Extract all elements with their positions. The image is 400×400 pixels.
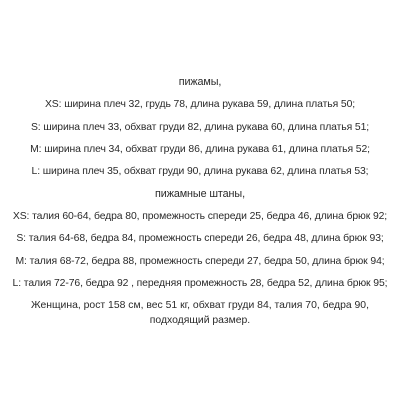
pajamas-size-row-xs: XS: ширина плеч 32, грудь 78, длина рукава 59, длина платья 50; <box>44 99 356 110</box>
model-fit-note: Женщина, рост 158 см, вес 51 кг, обхват груди 84, талия 70, бедра 90, подходящий размер. <box>31 300 369 326</box>
pants-size-row-m: M: талия 68-72, бедра 88, промежность спереди 27, бедра 50, длина брюк 94; <box>15 256 385 267</box>
pajamas-size-row-s: S: ширина плеч 33, обхват груди 82, длина рукава 60, длина платья 51; <box>30 122 370 133</box>
pajamas-size-row-l: L: ширина плеч 35, обхват груди 90, длина рукава 62, длина платья 53; <box>31 166 369 177</box>
pants-size-row-s: S: талия 64-68, бедра 84, промежность спереди 26, бедра 48, длина брюк 93; <box>16 233 384 244</box>
pajamas-size-row-m: M: ширина плеч 34, обхват груди 86, длина рукава 61, длина платья 52; <box>30 144 370 155</box>
pants-heading: пижамные штаны, <box>155 188 245 200</box>
pants-size-row-xs: XS: талия 60-64, бедра 80, промежность спереди 25, бедра 46, длина брюк 92; <box>12 211 388 222</box>
pajamas-heading: пижамы, <box>178 76 222 88</box>
pants-size-row-l: L: талия 72-76, бедра 92 , передняя промежность 28, бедра 52, длина брюк 95; <box>12 278 388 289</box>
